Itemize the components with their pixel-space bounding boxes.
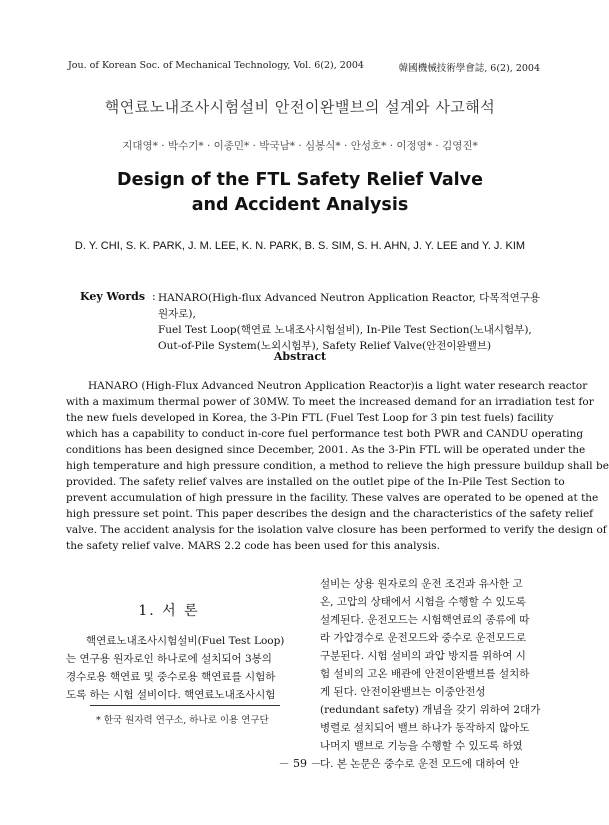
korean-authors: 지대영* · 박수기* · 이종민* · 박국남* · 심봉식* · 안성호* · 이정영* · 김영진*	[122, 140, 478, 152]
journal-header-kr: 韓國機械技術學會誌, 6(2), 2004	[398, 63, 540, 74]
abstract-line: which has a capability to conduct in-core fuel performance test both PWR and CANDU operating	[66, 428, 584, 440]
intro-line: 는 연구용 원자로인 하나로에 설치되어 3봉의	[66, 653, 272, 665]
abstract-line: high pressure set point. This paper describes the design and the characteristics of the safety relief	[66, 508, 594, 520]
english-title-line-1: Design of the FTL Safety Relief Valve	[117, 170, 483, 190]
page-number: － 59 －	[278, 757, 322, 770]
footnote-divider	[90, 705, 280, 706]
intro-line: (redundant safety) 개념을 갖기 위하여 2대가	[320, 704, 541, 716]
keywords-label: Key Words	[80, 290, 146, 303]
keywords-line: Out-of-Pile System(노외시험부), Safety Relief Valve(안전이완밸브)	[158, 340, 492, 352]
intro-line: 핵연료노내조사시험설비(Fuel Test Loop)	[86, 635, 285, 647]
intro-line: 구분된다. 시험 설비의 과압 방지를 위하여 시	[320, 650, 526, 662]
intro-line: 게 된다. 안전이완밸브는 이중안전성	[320, 686, 486, 698]
english-title-line-2: and Accident Analysis	[191, 195, 409, 215]
journal-header-en: Jou. of Korean Soc. of Mechanical Technology, Vol. 6(2), 2004	[68, 60, 364, 71]
keywords-list	[158, 290, 548, 354]
intro-line: 도록 하는 시험 설비이다. 핵연료노내조사시험	[66, 689, 276, 701]
intro-line: 온, 고압의 상태에서 시험을 수행할 수 있도록	[320, 596, 526, 608]
abstract-line: the safety relief valve. MARS 2.2 code has been used for this analysis.	[66, 540, 440, 552]
section-1-heading: 1. 서 론	[138, 603, 200, 619]
affiliation-footnote: * 한국 원자력 연구소, 하나로 이용 연구단	[96, 715, 269, 726]
abstract-line: valve. The accident analysis for the isolation valve closure has been performed to verify the design of	[66, 524, 607, 536]
abstract-line: conditions has been designed since December, 2001. As the 3-Pin FTL will be operated under the	[66, 444, 586, 456]
intro-line: 병렬로 설치되어 밸브 하나가 동작하지 않아도	[320, 722, 530, 734]
intro-line: 경수로용 핵연료 및 중수로용 핵연료를 시험하	[66, 671, 276, 683]
abstract-body	[66, 378, 609, 554]
intro-line: 다. 본 논문은 중수로 운전 모드에 대하여 안	[320, 758, 520, 770]
abstract-heading: Abstract	[273, 350, 327, 363]
english-authors: D. Y. CHI, S. K. PARK, J. M. LEE, K. N. PARK, B. S. SIM, S. H. AHN, J. Y. LEE and Y. J. KIM	[74, 240, 526, 252]
intro-line: 설비는 상용 원자로의 운전 조건과 유사한 고	[320, 578, 523, 590]
intro-line: 험 설비의 고온 배관에 안전이완밸브를 설치하	[320, 668, 530, 680]
abstract-line: provided. The safety relief valves are installed on the outlet pipe of the In-Pile Test Section to	[66, 476, 565, 488]
english-title	[0, 168, 600, 218]
abstract-line: prevent accumulation of high pressure in the facility. These valves are operated to be opened at the	[66, 492, 599, 504]
introduction-right-column	[320, 575, 548, 773]
intro-line: 나머지 밸브로 기능을 수행할 수 있도록 하였	[320, 740, 523, 752]
keywords-line: HANARO(High-flux Advanced Neutron Application Reactor, 다목적연구용원자로),	[158, 292, 541, 320]
keywords-colon: :	[152, 290, 156, 303]
keywords-line: Fuel Test Loop(핵연료 노내조사시험설비), In-Pile Test Section(노내시험부),	[158, 324, 532, 336]
abstract-line: high temperature and high pressure condition, a method to relieve the high pressure buildup shall be	[66, 460, 609, 472]
abstract-line: HANARO (High-Flux Advanced Neutron Application Reactor)is a light water research reactor	[88, 380, 588, 392]
abstract-line: the new fuels developed in Korea, the 3-Pin FTL (Fuel Test Loop for 3 pin test fuels) facility	[66, 412, 554, 424]
abstract-line: with a maximum thermal power of 30MW. To meet the increased demand for an irradiation test for	[66, 396, 594, 408]
intro-line: 설계된다. 운전모드는 시험핵연료의 종류에 따	[320, 614, 530, 626]
introduction-left-column	[66, 632, 285, 704]
intro-line: 라 가압경수로 운전모드와 중수로 운전모드로	[320, 632, 527, 644]
korean-title: 핵연료노내조사시험설비 안전이완밸브의 설계와 사고해석	[104, 98, 496, 116]
